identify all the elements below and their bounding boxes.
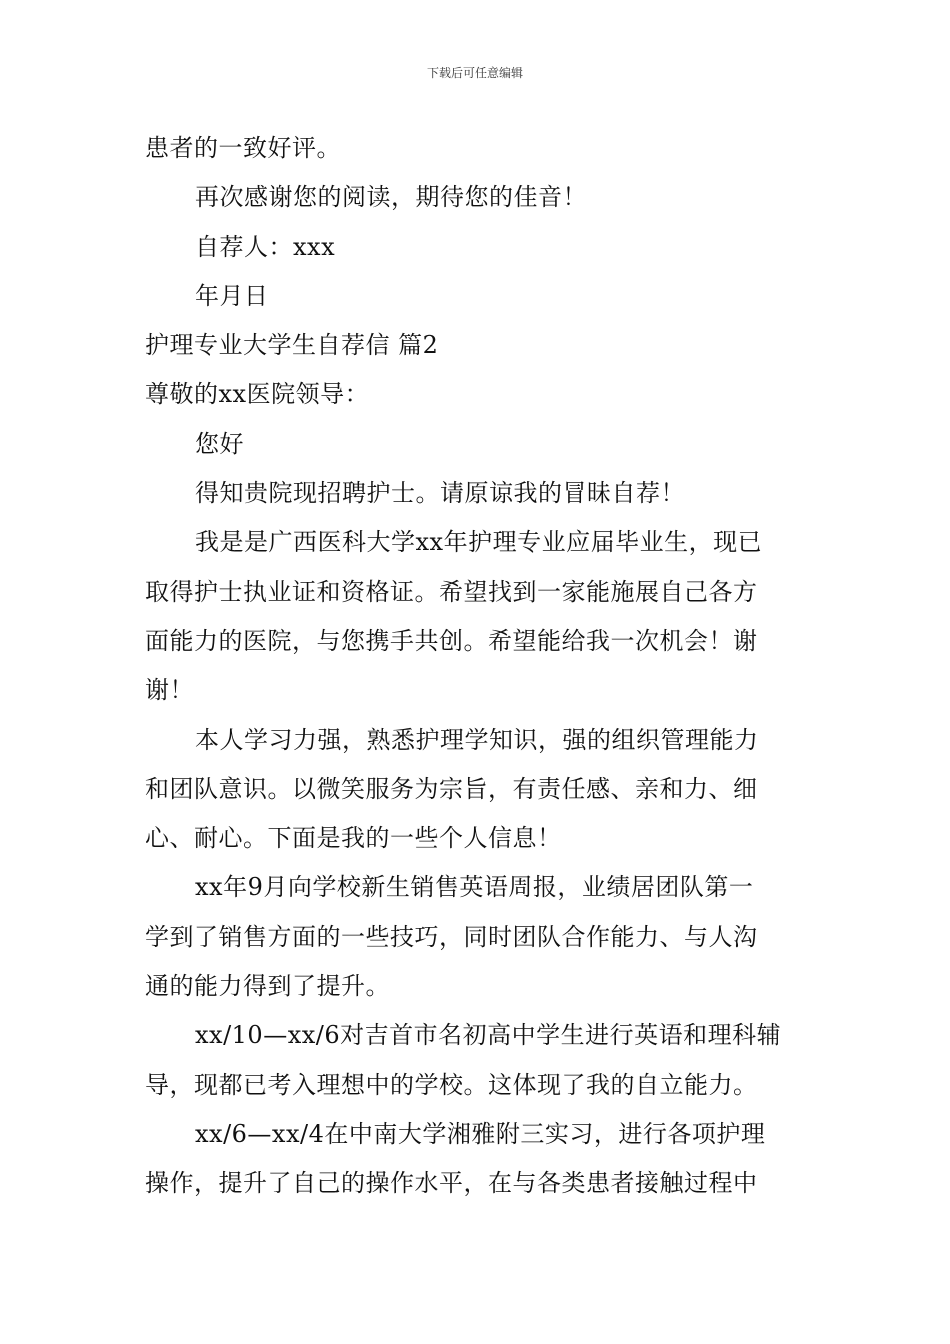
text-line: xx/10—xx/6对吉首市名初高中学生进行英语和理科辅 xyxy=(195,1021,782,1050)
text-line: xx/6—xx/4在中南大学湘雅附三实习，进行各项护理 xyxy=(195,1119,766,1148)
document-body xyxy=(145,124,810,1209)
section-title: 护理专业大学生自荐信 篇2 xyxy=(145,331,439,360)
signature-line: 自荐人：xxx xyxy=(195,232,336,261)
text-line: 学到了销售方面的一些技巧，同时团队合作能力、与人沟 xyxy=(145,922,758,951)
text-line: 谢！ xyxy=(145,676,194,705)
page-header: 下载后可任意编辑 xyxy=(426,66,523,80)
salutation: 尊敬的xx医院领导： xyxy=(145,380,370,409)
text-line: 患者的一致好评。 xyxy=(145,134,341,162)
greeting: 您好 xyxy=(195,429,244,458)
text-line: 导，现都已考入理想中的学校。这体现了我的自立能力。 xyxy=(145,1070,758,1099)
text-line: 操作，提升了自己的操作水平，在与各类患者接触过程中 xyxy=(145,1169,758,1198)
date-line: 年月日 xyxy=(195,281,269,310)
text-line: 通的能力得到了提升。 xyxy=(145,972,390,1001)
text-line: 得知贵院现招聘护士。请原谅我的冒昧自荐！ xyxy=(195,479,685,508)
text-line: 取得护士执业证和资格证。希望找到一家能施展自己各方 xyxy=(145,577,758,606)
text-line: 再次感谢您的阅读，期待您的佳音！ xyxy=(195,183,587,212)
text-line: xx年9月向学校新生销售英语周报，业绩居团队第一 xyxy=(195,873,754,902)
text-line: 面能力的医院，与您携手共创。希望能给我一次机会！谢 xyxy=(145,626,758,655)
text-line: 心、耐心。下面是我的一些个人信息！ xyxy=(145,824,562,853)
text-line: 和团队意识。以微笑服务为宗旨，有责任感、亲和力、细 xyxy=(145,774,758,803)
text-line: 我是是广西医科大学xx年护理专业应届毕业生，现已 xyxy=(195,528,763,557)
text-line: 本人学习力强，熟悉护理学知识，强的组织管理能力 xyxy=(195,725,759,754)
